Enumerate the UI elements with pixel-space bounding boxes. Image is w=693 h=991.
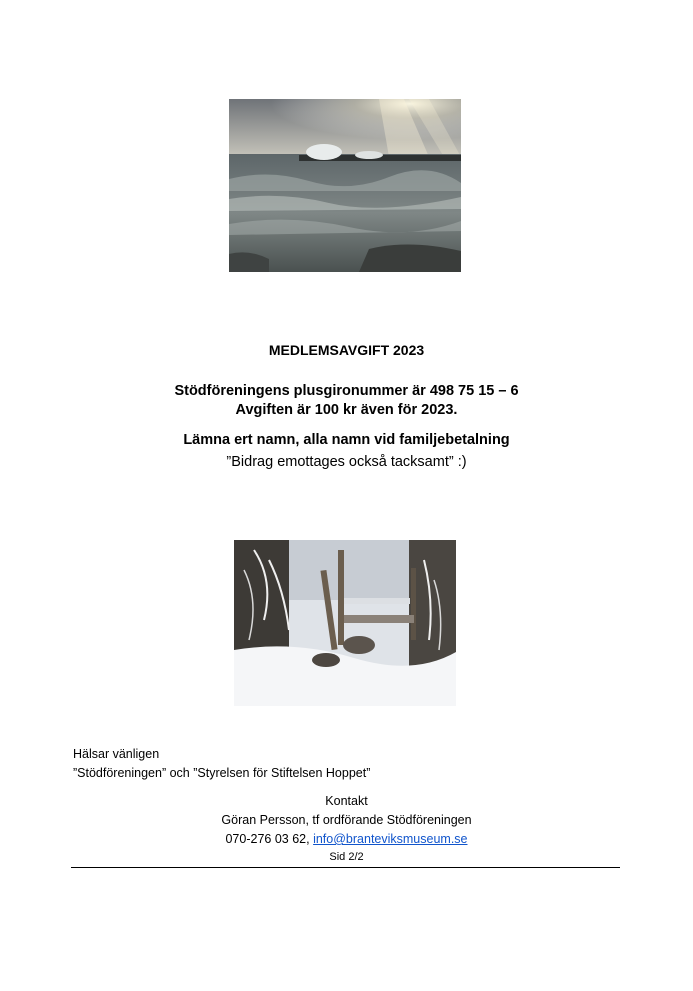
signoff: ”Stödföreningen” och ”Styrelsen för Stiftelsen Hoppet”	[73, 766, 371, 780]
fee-line: Avgiften är 100 kr även för 2023.	[235, 402, 458, 418]
contact-details	[0, 832, 693, 846]
donation-line: ”Bidrag emottages också tacksamt” :)	[226, 454, 467, 470]
sea-waves-photo	[229, 99, 461, 272]
contact-heading: Kontakt	[325, 794, 368, 808]
contact-name: Göran Persson, tf ordförande Stödföreningen	[221, 813, 472, 827]
plusgiro-line: Stödföreningens plusgironummer är 498 75 15 – 6	[174, 383, 519, 399]
footer-divider	[71, 867, 620, 868]
snowy-stile-photo	[234, 540, 456, 706]
greeting: Hälsar vänligen	[73, 747, 160, 761]
page-heading: MEDLEMSAVGIFT 2023	[268, 342, 425, 358]
contact-phone: 070-276 03 62,	[225, 832, 310, 846]
contact-email-link[interactable]: info@branteviksmuseum.se	[313, 832, 468, 846]
page-number: Sid 2/2	[329, 851, 364, 863]
names-line: Lämna ert namn, alla namn vid familjebetalning	[183, 432, 510, 448]
